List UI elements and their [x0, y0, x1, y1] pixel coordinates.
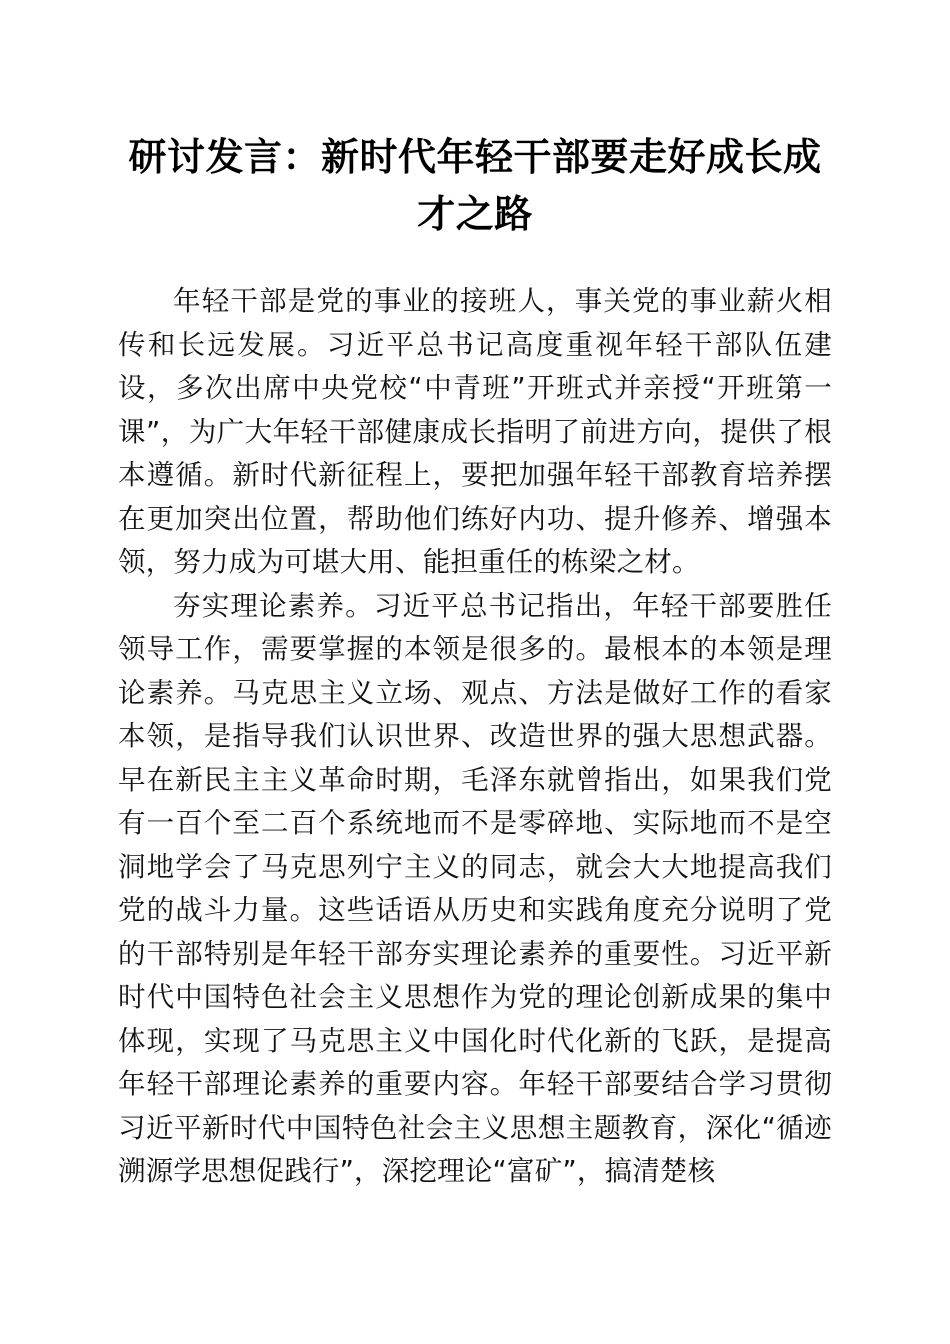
- paragraph-intro: 年轻干部是党的事业的接班人，事关党的事业薪火相传和长远发展。习近平总书记高度重视年轻干部队伍建设，多次出席中央党校“中青班”开班式并亲授“开班第一课”，为广大年轻干部健康成长指明了前进方向，提供了根本遵循。新时代新征程上，要把加强年轻干部教育培养摆在更加突出位置，帮助他们练好内功、提升修养、增强本领，努力成为可堪大用、能担重任的栋梁之材。: [118, 285, 832, 578]
- title-body-spacer: [118, 242, 832, 280]
- page-title: 研讨发言：新时代年轻干部要走好成长成才之路: [128, 134, 822, 236]
- document-body: [118, 0, 832, 1194]
- paragraph-section-theory: 夯实理论素养。习近平总书记指出，年轻干部要胜任领导工作，需要掌握的本领是很多的。最根本的本领是理论素养。马克思主义立场、观点、方法是做好工作的看家本领，是指导我们认识世界、改造世界的强大思想武器。早在新民主主义革命时期，毛泽东就曾指出，如果我们党有一百个至二百个系统地而不是零碎地、实际地而不是空洞地学会了马克思列宁主义的同志，就会大大地提高我们党的战斗力量。这些话语从历史和实践角度充分说明了党的干部特别是年轻干部夯实理论素养的重要性。习近平新时代中国特色社会主义思想作为党的理论创新成果的集中体现，实现了马克思主义中国化时代化新的飞跃，是提高年轻干部理论素养的重要内容。年轻干部要结合学习贯彻习近平新时代中国特色社会主义思想主题教育，深化“循迹溯源学思想促践行”，深挖理论“富矿”，搞清楚核: [118, 589, 832, 1187]
